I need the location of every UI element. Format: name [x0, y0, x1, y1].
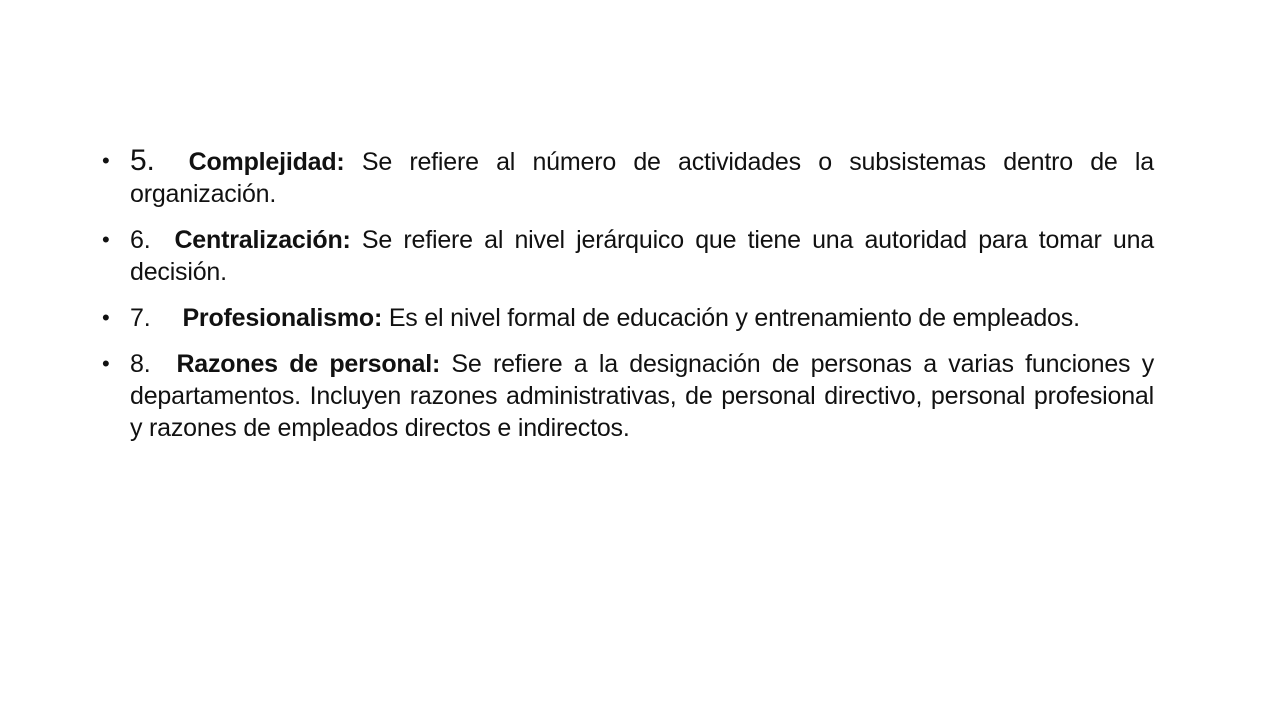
slide-body: [102, 145, 1154, 458]
item-term: Complejidad:: [188, 148, 345, 176]
item-term: Razones de personal:: [176, 350, 441, 378]
bullet-icon: •: [102, 227, 110, 252]
item-number: 8.: [130, 350, 151, 378]
list-item-complejidad: [102, 145, 1154, 210]
list-item-profesionalismo: [102, 302, 1154, 334]
item-description: Se refiere a la designación de personas a varias funciones y departamentos. Incluyen razones administrativas, de personal directivo, personal profesional y razones de empleados directos e indirectos.: [130, 350, 1154, 442]
item-term: Centralización:: [174, 226, 351, 254]
bullet-list: [102, 145, 1154, 444]
item-number: 7.: [130, 304, 151, 332]
list-item-centralizacion: [102, 224, 1154, 288]
item-description: Se refiere al nivel jerárquico que tiene una autoridad para tomar una decisión.: [130, 226, 1154, 286]
item-number: 5.: [130, 144, 155, 177]
item-number: 6.: [130, 226, 151, 254]
item-description: Se refiere al número de actividades o subsistemas dentro de la organización.: [130, 148, 1154, 208]
bullet-icon: •: [102, 351, 110, 376]
bullet-icon: •: [102, 305, 110, 330]
item-description: Es el nivel formal de educación y entrenamiento de empleados.: [382, 304, 1080, 332]
item-term: Profesionalismo:: [182, 304, 383, 332]
bullet-icon: •: [102, 148, 110, 173]
list-item-razones-de-personal: [102, 348, 1154, 444]
